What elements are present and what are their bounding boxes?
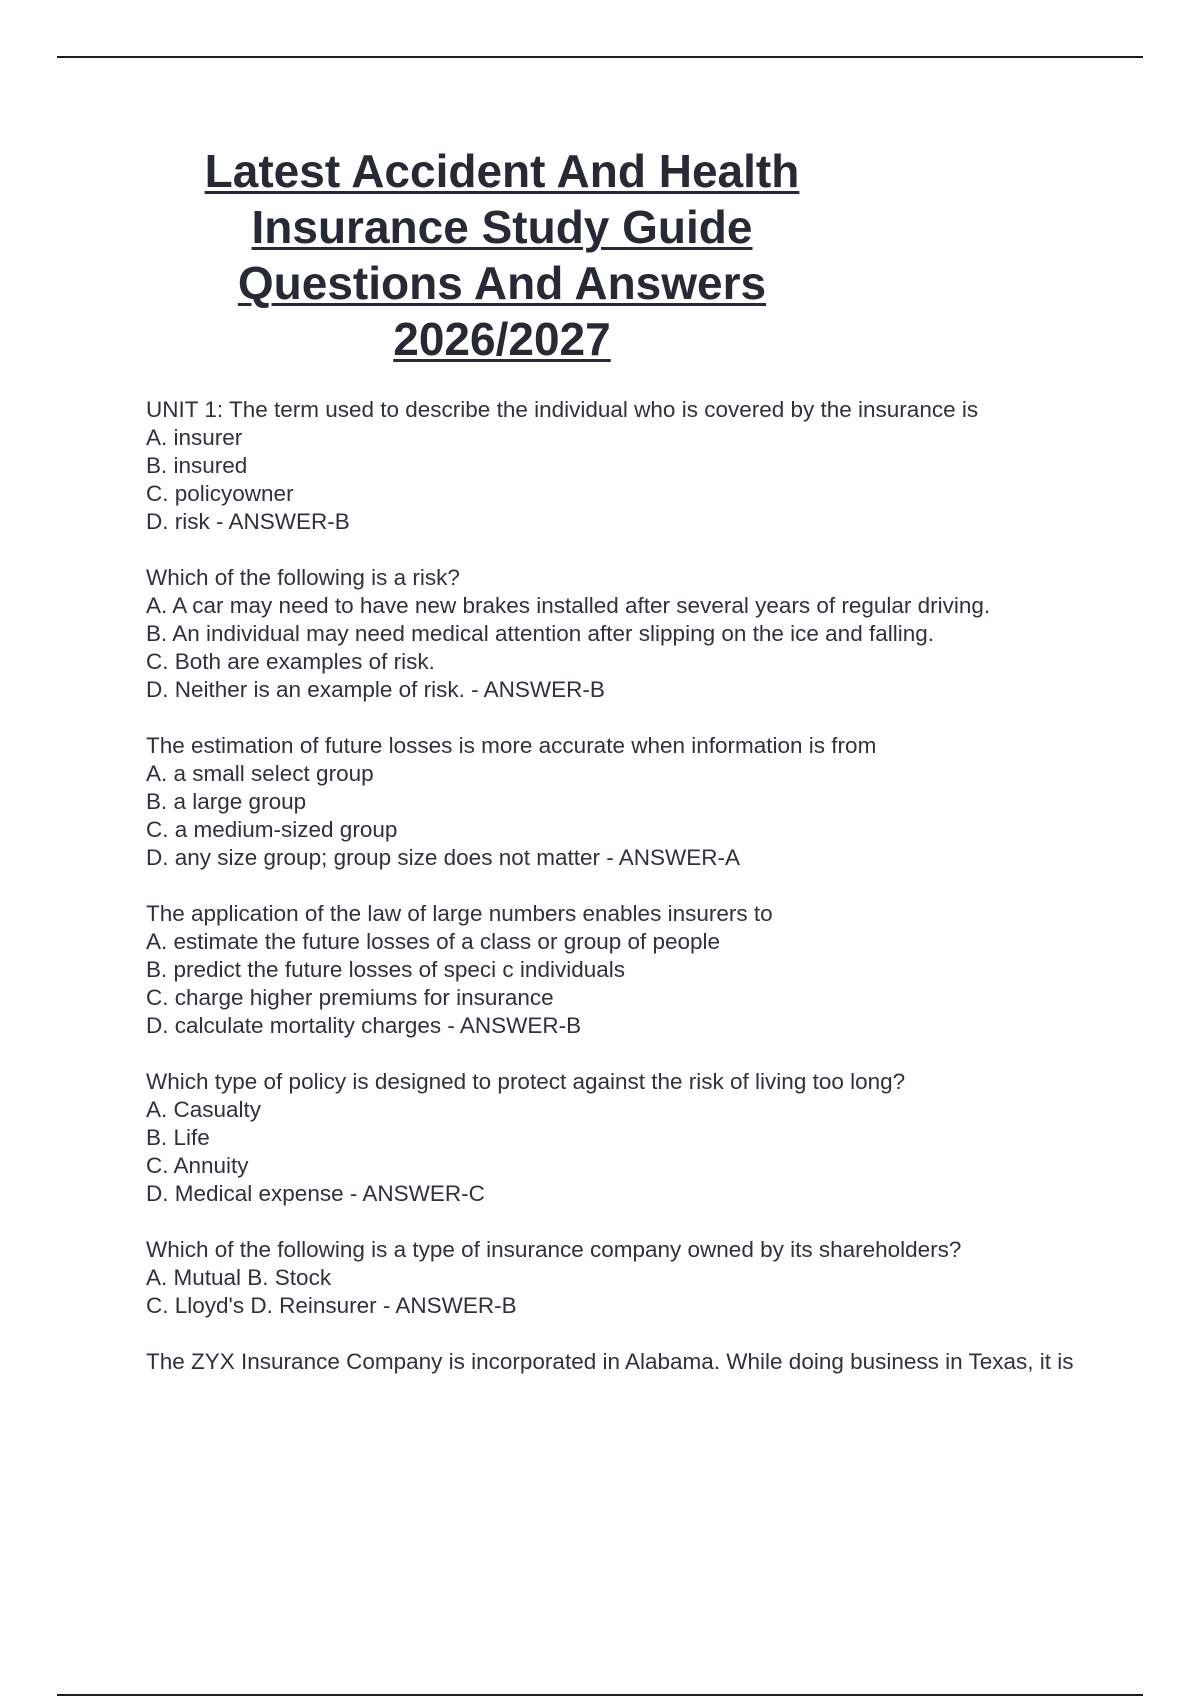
question-7: [146, 1348, 1086, 1376]
question-text: Which type of policy is designed to protect against the risk of living too long?: [146, 1069, 906, 1094]
option-c: C. Both are examples of risk.: [146, 649, 435, 674]
question-6: [146, 1236, 1086, 1320]
question-list: [146, 396, 1086, 1404]
question-5: [146, 1068, 1086, 1208]
title-line-1: Latest Accident And Health: [204, 145, 800, 197]
option-b: B. predict the future losses of speci c individuals: [146, 957, 625, 982]
option-d-answer: D. Medical expense - ANSWER-C: [146, 1181, 485, 1206]
document-title: [150, 146, 854, 370]
option-c: C. charge higher premiums for insurance: [146, 985, 554, 1010]
option-d-answer: D. any size group; group size does not matter - ANSWER-A: [146, 845, 740, 870]
option-a: A. Casualty: [146, 1097, 262, 1122]
option-c: C. a medium-sized group: [146, 817, 398, 842]
option-d-answer: D. Neither is an example of risk. - ANSWER-B: [146, 677, 605, 702]
option-b: B. a large group: [146, 789, 307, 814]
option-b: B. insured: [146, 453, 248, 478]
question-text: The ZYX Insurance Company is incorporated in Alabama. While doing business in Texas, it is: [146, 1349, 1074, 1374]
option-b: B. An individual may need medical attention after slipping on the ice and falling.: [146, 621, 934, 646]
option-d-answer: D. calculate mortality charges - ANSWER-B: [146, 1013, 582, 1038]
options-a-b: A. Mutual B. Stock: [146, 1265, 332, 1290]
question-2: [146, 564, 1086, 704]
question-1: [146, 396, 1086, 536]
title-line-3: Questions And Answers: [237, 257, 767, 309]
title-line-2: Insurance Study Guide: [251, 201, 753, 253]
question-4: [146, 900, 1086, 1040]
options-c-d-answer: C. Lloyd's D. Reinsurer - ANSWER-B: [146, 1293, 517, 1318]
top-rule: [57, 56, 1143, 58]
bottom-rule: [57, 1694, 1143, 1696]
option-a: A. estimate the future losses of a class or group of people: [146, 929, 721, 954]
question-3: [146, 732, 1086, 872]
option-c: C. policyowner: [146, 481, 294, 506]
option-a: A. insurer: [146, 425, 243, 450]
option-d-answer: D. risk - ANSWER-B: [146, 509, 350, 534]
option-b: B. Life: [146, 1125, 210, 1150]
question-text: UNIT 1: The term used to describe the individual who is covered by the insurance is: [146, 397, 979, 422]
option-c: C. Annuity: [146, 1153, 249, 1178]
question-text: The application of the law of large numbers enables insurers to: [146, 901, 773, 926]
title-line-4: 2026/2027: [393, 313, 611, 365]
question-text: The estimation of future losses is more accurate when information is from: [146, 733, 877, 758]
option-a: A. a small select group: [146, 761, 374, 786]
question-text: Which of the following is a risk?: [146, 565, 460, 590]
question-text: Which of the following is a type of insurance company owned by its shareholders?: [146, 1237, 962, 1262]
option-a: A. A car may need to have new brakes installed after several years of regular driving.: [146, 593, 991, 618]
